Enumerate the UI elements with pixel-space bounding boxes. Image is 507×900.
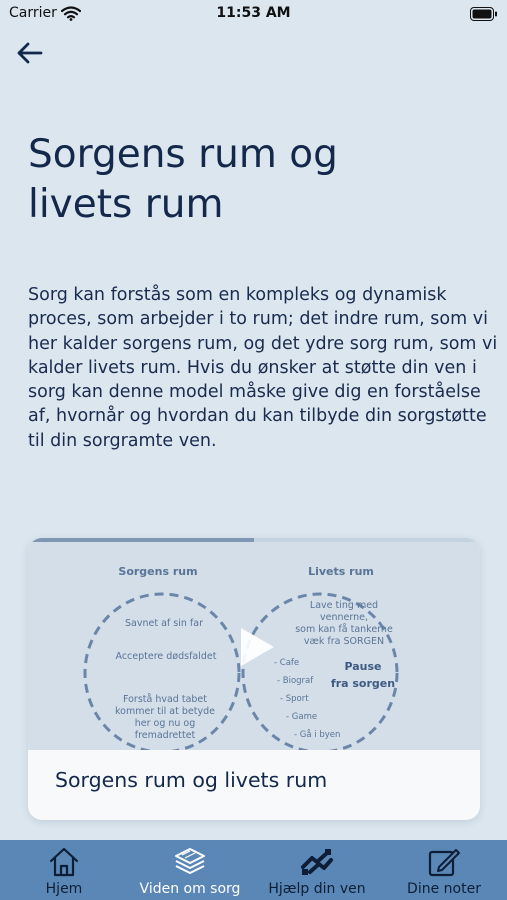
diagram-right-title: Livets rum: [308, 565, 374, 578]
tab-viden-om-sorg[interactable]: [131, 840, 249, 900]
page-title: [28, 130, 428, 230]
diagram-right-text: vennerne,: [320, 612, 368, 623]
layers-icon: [173, 846, 207, 878]
diagram-right-text: Lave ting med: [309, 600, 379, 611]
diagram-left-title: Sorgens rum: [118, 565, 198, 578]
page-title-line-1: Sorgens rum og: [28, 132, 338, 177]
diagram-left-item: fremadrettet: [134, 730, 196, 741]
tab-dine-noter[interactable]: [400, 840, 488, 900]
diagram-right-bold: fra sorgen: [330, 677, 396, 690]
diagram-left-item: Forstå hvad tabet: [122, 694, 208, 705]
diagram-right-list-item: - Biograf: [277, 676, 314, 686]
status-bar: [0, 0, 507, 30]
page-title-line-2: livets rum: [28, 182, 224, 227]
diagram-left-item: her og nu og: [134, 718, 196, 729]
diagram-right-text: væk fra SORGEN: [303, 636, 385, 647]
home-icon: [47, 846, 81, 878]
diagram-left-item: Acceptere dødsfaldet: [115, 651, 217, 662]
video-card[interactable]: [28, 538, 480, 820]
back-button[interactable]: [14, 38, 50, 68]
tab-label-hjem: Hjem: [45, 881, 83, 897]
intro-paragraph: Sorg kan forstås som en kompleks og dynamisk proces, som arbejder i to rum; det indre rum, som vi her kalder sorgens rum, og det ydre sorg rum, som vi kalder livets rum. Hvis du ønsker at støtte din ven i sorg kan denne model måske give dig en forståelse af, hvornår og hvordan du kan tilbyde din sorgstøtte til din sorgramte ven.: [28, 285, 498, 451]
video-caption: Sorgens rum og livets rum: [55, 768, 328, 792]
handshake-icon: [300, 846, 334, 878]
video-thumbnail[interactable]: [28, 538, 480, 750]
diagram-left-item: Savnet af sin far: [125, 618, 203, 629]
tab-hjem[interactable]: [25, 840, 103, 900]
tab-label-viden-om-sorg: Viden om sorg: [139, 881, 241, 897]
tab-label-hjaelp-din-ven: Hjælp din ven: [268, 881, 366, 897]
diagram-right-list-item: - Gå i byen: [294, 730, 341, 740]
tab-hjaelp-din-ven[interactable]: [263, 840, 371, 900]
battery-icon: [470, 7, 498, 21]
diagram-right-text: som kan få tankerne: [295, 624, 393, 635]
video-progress-fill: [28, 538, 254, 542]
play-icon[interactable]: [237, 625, 277, 669]
note-pencil-icon: [427, 846, 461, 878]
diagram-right-list-item: - Sport: [280, 694, 309, 704]
carrier-label: Carrier: [9, 5, 57, 21]
diagram-right-list-item: - Game: [286, 712, 318, 722]
diagram-right-bold: Pause: [344, 660, 382, 673]
tab-label-dine-noter: Dine noter: [407, 881, 481, 897]
diagram-right-list-item: - Cafe: [274, 658, 300, 668]
tab-bar: [0, 840, 507, 900]
arrow-left-icon: [14, 38, 44, 68]
status-time: 11:53 AM: [216, 5, 291, 21]
video-progress-track: [28, 538, 480, 542]
diagram-left-item: kommer til at betyde: [115, 706, 215, 717]
